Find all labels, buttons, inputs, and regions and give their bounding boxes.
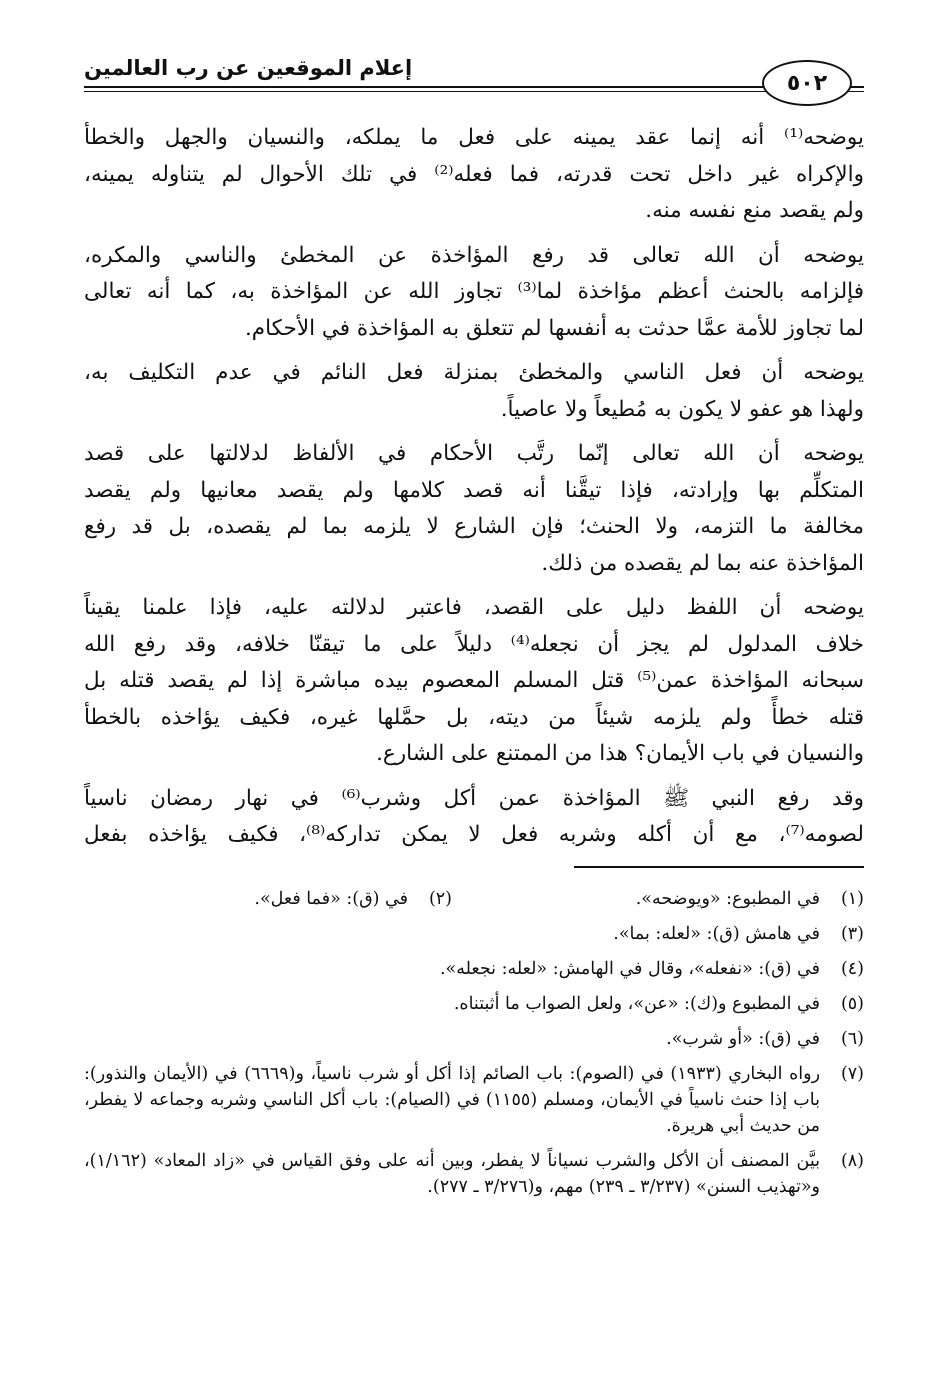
footnote-number: (١) <box>840 888 864 909</box>
footnote-text: رواه البخاري (١٩٣٣) في (الصوم): باب الصائم إذا أكل أو شرب ناسياً، و(٦٦٦٩) في (الأيمان والنذور): باب إذا حنث ناسياً في الأيمان، ومسلم (١١٥٥) في (الصيام): باب أكل الناسي وشربه وجماعه لا يفطر، من حديث أبي هريرة. <box>84 1063 821 1136</box>
paragraph <box>84 781 864 854</box>
paragraph <box>84 590 864 773</box>
footnote-number: (٥) <box>840 993 864 1014</box>
header-rule <box>84 86 864 88</box>
footnote-4 <box>84 956 864 982</box>
text-line: سبحانه المؤاخذة عمن⁽⁵⁾ قتل المسلم المعصوم بيده مباشرة إذا لم يقصد قتله بل <box>84 668 865 693</box>
footnote-8 <box>84 1148 864 1200</box>
footnote-number: (٤) <box>840 958 864 979</box>
text-line: والإكراه غير داخل تحت قدرته، فما فعله⁽²⁾ في تلك الأحوال لم يتناوله يمينه، <box>84 161 864 187</box>
text-line: قتله خطأً ولم يلزمه شيئاً من ديته، بل حمَّلها غيره، فكيف يؤاخذه بالخطأ <box>84 704 864 730</box>
text-line: وقد رفع النبي ﷺ المؤاخذة عمن أكل وشرب⁽⁶⁾ في نهار رمضان ناسياً <box>84 785 864 811</box>
text-line: يوضحه أن الله تعالى قد رفع المؤاخذة عن المخطئ والناسي والمكره، <box>84 242 864 268</box>
footnote-number: (٧) <box>840 1063 864 1084</box>
footnotes <box>84 886 864 1200</box>
footnote-text: في (ق): «نفعله»، وقال في الهامش: «لعله: نجعله». <box>439 958 820 979</box>
text-line: والنسيان في باب الأيمان؟ هذا من الممتنع على الشارع. <box>376 741 864 766</box>
footnote-text: في (ق): «أو شرب». <box>666 1028 820 1049</box>
text-line: المتكلِّم بها وإرادته، فإذا تيقَّنا أنه قصد كلامها ولم يقصد معانيها ولم يقصد <box>84 477 864 503</box>
text-line: ولهذا هو عفو لا يكون به مُطيعاً ولا عاصياً. <box>500 396 864 422</box>
text-line: فإلزامه بالحنث أعظم مؤاخذة لما⁽³⁾ تجاوز الله عن المؤاخذة به، كما أنه تعالى <box>84 279 864 304</box>
book-page <box>84 52 864 1209</box>
footnote-6 <box>84 1026 864 1052</box>
footnote-text: في هامش (ق): «لعله: بما». <box>613 923 820 944</box>
paragraph <box>84 355 864 428</box>
footnote-number: (٨) <box>840 1150 864 1171</box>
header-rule-thin <box>84 91 864 92</box>
page-header <box>84 52 864 106</box>
footnote-5 <box>84 991 864 1017</box>
text-line: ولم يقصد منع نفسه منه. <box>645 198 864 223</box>
footnote-3 <box>84 921 864 947</box>
page-number: ٥٠٢ <box>762 60 852 106</box>
footnote-number: (٢) <box>428 888 452 909</box>
running-title: إعلام الموقعين عن رب العالمين <box>84 56 413 80</box>
footnote-1 <box>452 886 864 912</box>
paragraph <box>84 436 864 582</box>
paragraph <box>84 238 864 348</box>
text-line: المؤاخذة عنه بما لم يقصده من ذلك. <box>541 550 864 576</box>
text-line: يوضحه أن الله تعالى إنّما رتَّب الأحكام في الألفاظ لدلالتها على قصد <box>84 441 864 466</box>
footnote-7 <box>84 1061 864 1139</box>
footnote-text: في (ق): «فما فعل». <box>254 888 408 909</box>
footnote-separator <box>574 866 864 868</box>
text-line: خلاف المدلول لم يجز أن نجعله⁽⁴⁾ دليلاً على ما تيقنّا خلافه، وقد رفع الله <box>84 631 864 657</box>
footnote-2 <box>254 886 452 912</box>
text-line: مخالفة ما التزمه، ولا الحنث؛ فإن الشارع لا يلزمه بما لم يقصده، بل قد رفع <box>84 514 864 539</box>
footnote-text: بيَّن المصنف أن الأكل والشرب نسياناً لا يفطر، وبين أنه على وفق القياس في «زاد المعاد» (١/١٦٢)، و«تهذيب السنن» (٣/٢٣٧ ـ ٢٣٩) مهم، و(٣/٢٧٦ ـ ٢٧٧). <box>84 1150 820 1197</box>
text-line: لصومه⁽⁷⁾، مع أن أكله وشربه فعل لا يمكن تداركه⁽⁸⁾، فكيف يؤاخذه بفعل <box>84 822 864 847</box>
text-line: يوضحه أن اللفظ دليل على القصد، فاعتبر لدلالته عليه، فإذا علمنا يقيناً <box>84 595 864 620</box>
paragraph <box>84 120 864 230</box>
body-text <box>84 120 864 854</box>
text-line: يوضحه⁽¹⁾ أنه إنما عقد يمينه على فعل ما يملكه، والنسيان والجهل والخطأ <box>84 125 864 150</box>
text-line: لما تجاوز للأمة عمَّا حدثت به أنفسها لم تتعلق به المؤاخذة في الأحكام. <box>244 315 864 341</box>
text-line: يوضحه أن فعل الناسي والمخطئ بمنزلة فعل النائم في عدم التكليف به، <box>84 360 864 385</box>
footnote-text: في المطبوع و(ك): «عن»، ولعل الصواب ما أثبتناه. <box>453 993 820 1014</box>
footnote-number: (٣) <box>840 923 864 944</box>
footnote-row <box>84 886 864 912</box>
footnote-text: في المطبوع: «ويوضحه». <box>635 888 820 909</box>
footnote-number: (٦) <box>840 1028 864 1049</box>
